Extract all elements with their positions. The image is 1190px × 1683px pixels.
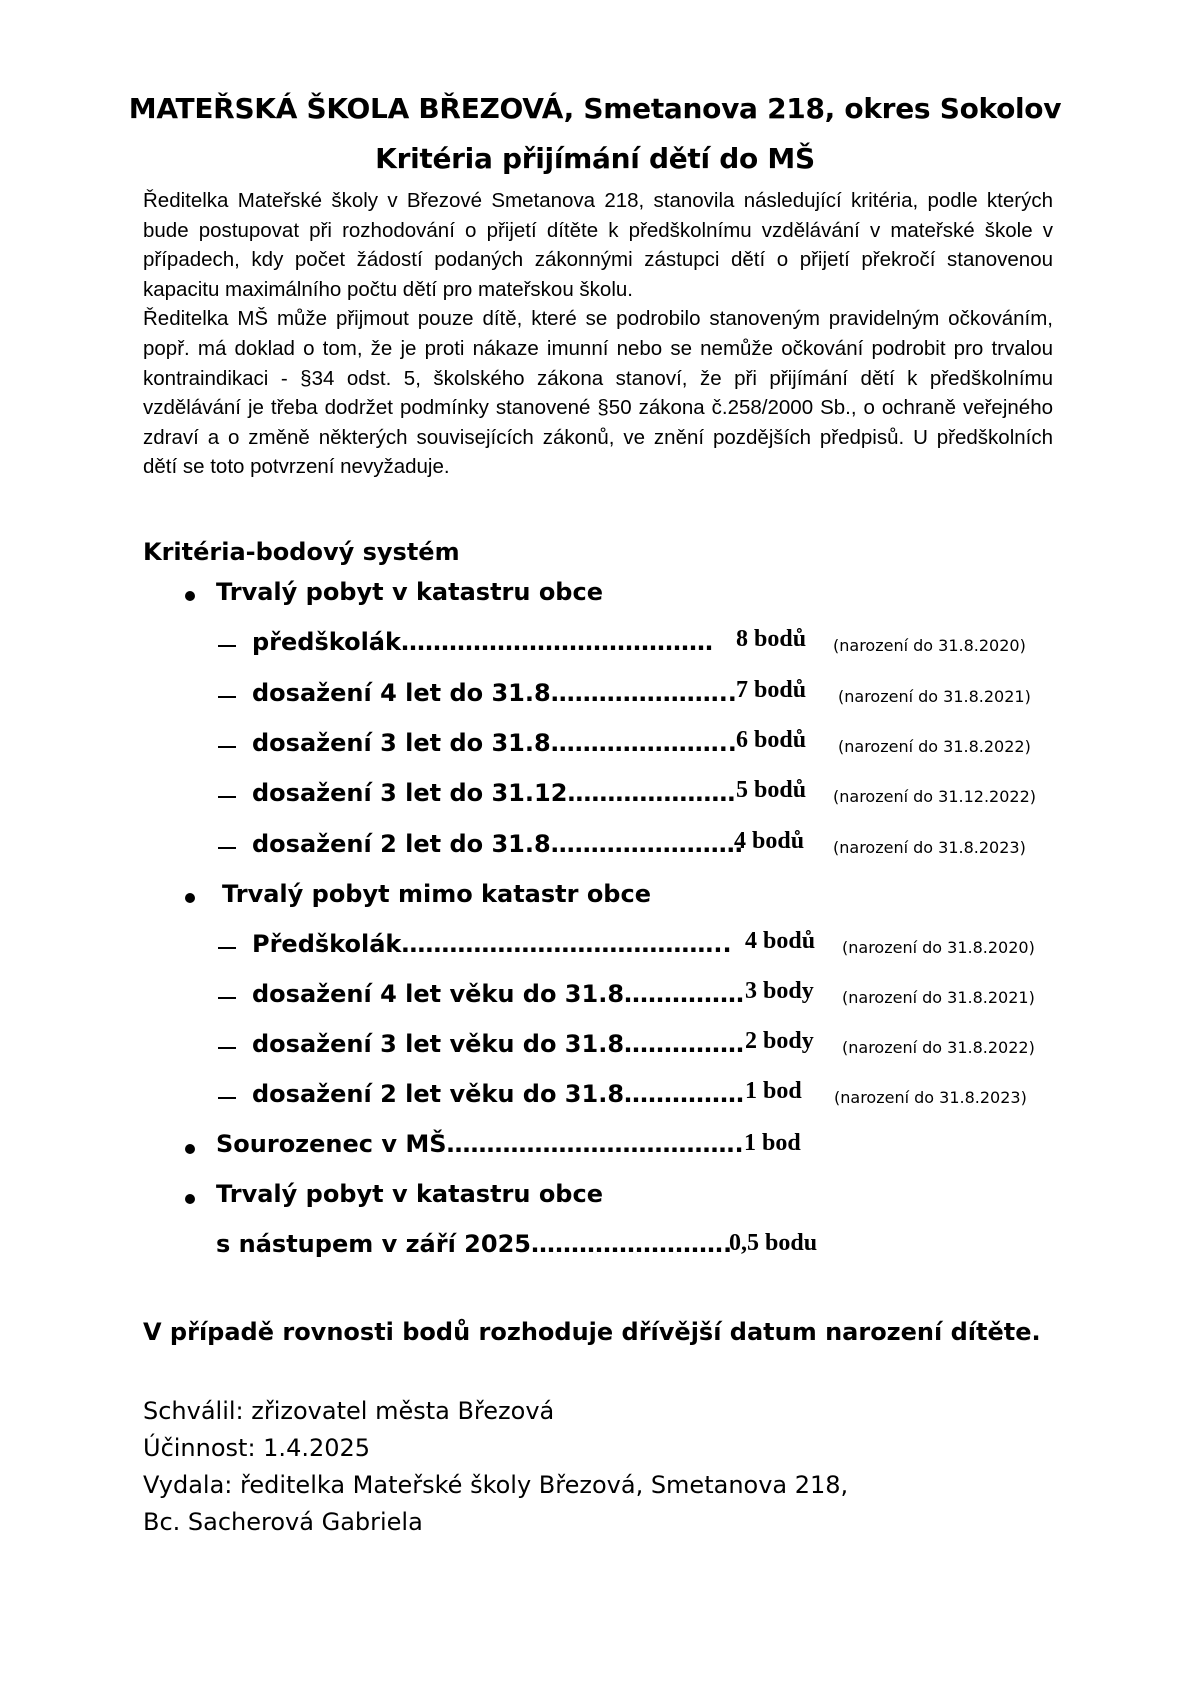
item-points: 4 bodů xyxy=(745,928,816,954)
dash-icon xyxy=(218,847,236,849)
item-points: 2 body xyxy=(745,1028,814,1054)
document-subtitle: Kritéria přijímání dětí do MŠ xyxy=(375,142,815,175)
item-points: 5 bodů xyxy=(736,777,807,803)
september-points: 0,5 bodu xyxy=(729,1230,818,1256)
sibling-label: Sourozenec v MŠ………………………………. xyxy=(216,1130,744,1158)
item-label: dosažení 3 let do 31.12………………… xyxy=(252,779,736,807)
dash-icon xyxy=(218,696,236,698)
footer-name: Bc. Sacherová Gabriela xyxy=(143,1508,423,1536)
bullet-icon xyxy=(185,893,195,903)
item-note: (narození do 31.8.2020) xyxy=(833,636,1026,655)
item-points: 7 bodů xyxy=(736,677,807,703)
footer-issued: Vydala: ředitelka Mateřské školy Březová, Smetanova 218, xyxy=(143,1471,849,1499)
document-title: MATEŘSKÁ ŠKOLA BŘEZOVÁ, Smetanova 218, okres Sokolov xyxy=(128,92,1062,125)
dash-icon xyxy=(218,1047,236,1049)
item-points: 3 body xyxy=(745,978,814,1004)
dash-icon xyxy=(218,645,236,647)
item-note: (narození do 31.12.2022) xyxy=(833,787,1036,806)
bullet-icon xyxy=(185,1194,195,1204)
item-label: dosažení 4 let věku do 31.8…………… xyxy=(252,980,745,1008)
dash-icon xyxy=(218,947,236,949)
item-label: dosažení 3 let do 31.8………………….. xyxy=(252,729,737,757)
dash-icon xyxy=(218,997,236,999)
footer-approved: Schválil: zřizovatel města Březová xyxy=(143,1397,555,1425)
intro-text xyxy=(143,186,1053,482)
item-note: (narození do 31.8.2020) xyxy=(842,938,1035,957)
item-label: dosažení 2 let věku do 31.8…………… xyxy=(252,1080,745,1108)
intro-paragraph-1: Ředitelka Mateřské školy v Březové Smetanova 218, stanovila následující kritéria, podle kterých bude postupovat při rozhodování o přijetí dítěte k předškolnímu vzdělávání v mateřské škole v případech, kdy počet žádostí podaných zákonnými zástupci dětí o přijetí překročí stanovenou kapacitu maximálního počtu dětí pro mateřskou školu. xyxy=(143,189,1053,301)
dash-icon xyxy=(218,796,236,798)
bullet-icon xyxy=(185,1144,195,1154)
item-label: předškolák………………………………… xyxy=(252,628,713,656)
criteria-heading: Kritéria-bodový systém xyxy=(143,538,460,566)
september-line2: s nástupem v září 2025……………………. xyxy=(216,1230,733,1258)
item-note: (narození do 31.8.2022) xyxy=(842,1038,1035,1057)
item-note: (narození do 31.8.2021) xyxy=(842,988,1035,1007)
group1-label: Trvalý pobyt v katastru obce xyxy=(216,578,603,606)
item-label: dosažení 3 let věku do 31.8…………… xyxy=(252,1030,745,1058)
footer-effective: Účinnost: 1.4.2025 xyxy=(143,1434,371,1462)
item-label: dosažení 4 let do 31.8………………….. xyxy=(252,679,737,707)
item-points: 8 bodů xyxy=(736,626,807,652)
item-points: 1 bod xyxy=(745,1078,802,1104)
group2-label: Trvalý pobyt mimo katastr obce xyxy=(222,880,651,908)
item-points: 4 bodů xyxy=(734,828,805,854)
item-note: (narození do 31.8.2023) xyxy=(833,838,1026,857)
item-note: (narození do 31.8.2023) xyxy=(834,1088,1027,1107)
bullet-icon xyxy=(185,591,195,601)
item-points: 6 bodů xyxy=(736,727,807,753)
dash-icon xyxy=(218,1097,236,1099)
dash-icon xyxy=(218,746,236,748)
item-label: dosažení 2 let do 31.8…………………… xyxy=(252,830,743,858)
sibling-points: 1 bod xyxy=(744,1130,801,1156)
item-note: (narození do 31.8.2021) xyxy=(838,687,1031,706)
footer xyxy=(143,1393,848,1541)
item-label: Předškolák………………………………….. xyxy=(252,930,732,958)
tie-rule: V případě rovnosti bodů rozhoduje dřívější datum narození dítěte. xyxy=(143,1318,1041,1346)
intro-paragraph-2: Ředitelka MŠ může přijmout pouze dítě, které se podrobilo stanoveným pravidelným očkováním, popř. má doklad o tom, že je proti nákaze imunní nebo se nemůže očkování podrobit pro trvalou kontraindikaci - §34 odst. 5, školského zákona stanoví, že při přijímání dětí k předškolnímu vzdělávání je třeba dodržet podmínky stanovené §50 zákona č.258/2000 Sb., o ochraně veřejného zdraví a o změně některých souvisejících zákonů, ve znění pozdějších předpisů. U předškolních dětí se toto potvrzení nevyžaduje. xyxy=(143,307,1053,479)
september-line1: Trvalý pobyt v katastru obce xyxy=(216,1180,603,1208)
item-note: (narození do 31.8.2022) xyxy=(838,737,1031,756)
